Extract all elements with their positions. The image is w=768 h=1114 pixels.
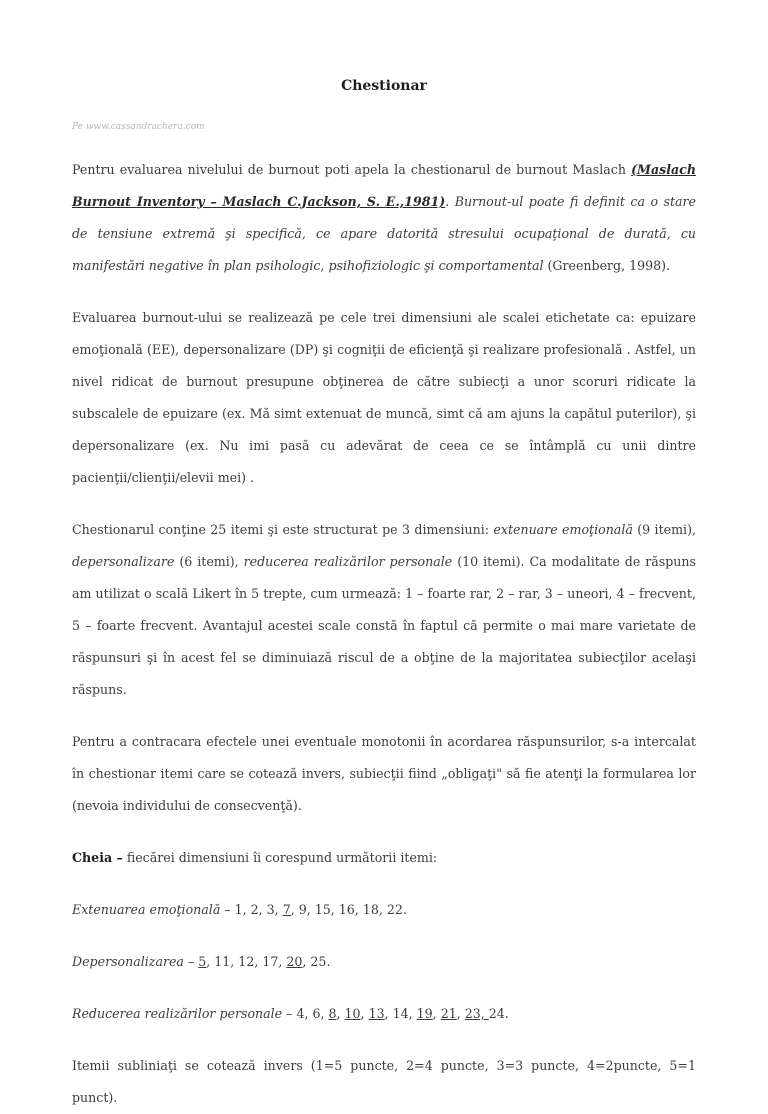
dimension-depersonalization: depersonalizare [72,554,175,569]
definition-citation: (Greenberg, 1998). [543,258,671,273]
rp-reverse-item: 8 [328,1006,337,1021]
dp-reverse-item: 20 [286,954,303,969]
key-label: Cheia – [72,850,123,865]
document-title: Chestionar [341,78,427,94]
rp-reverse-item: 21 [440,1006,457,1021]
source-watermark: Pe www.cassandrachera.com [72,122,205,132]
dimension-emotional-exhaustion: extenuare emoţională [493,522,633,537]
key-text: fiecărei dimensiuni îi corespund următorii itemi: [122,850,438,865]
ee-reverse-item: 7 [282,902,291,917]
ee-items-2: , 9, 15, 16, 18, 22. [290,902,407,917]
ee-label: Extenuarea emoţională [72,902,221,917]
rp-reverse-item: 13 [368,1006,385,1021]
intro-text: Pentru evaluarea nivelului de burnout poti apela la chestionarul de burnout Maslach [72,162,632,177]
structure-text-1: Chestionarul conţine 25 itemi şi este structurat pe 3 dimensiuni: [72,522,494,537]
rp-reverse-item: 10 [344,1006,361,1021]
rp-items-6: , [456,1006,465,1021]
rp-items-7: 24. [488,1006,509,1021]
rp-reverse-item: 19 [416,1006,433,1021]
key-line-personal-accomplishment [72,998,696,1030]
rp-label: Reducerea realizărilor personale [72,1006,283,1021]
paragraph-dimensions: Evaluarea burnout-ului se realizează pe cele trei dimensiuni ale scalei etichetate ca: epuizare emoţională (EE), depersonalizare (DP) şi cogniţii de eficienţă şi realizare profesională . Astfel, un nivel ridicat de burnout presupune obţinerea de către subiecţi a unor scoruri ridicate la subscalele de epuizare (ex. Mă simt extenuat de muncă, simt că am ajuns la capătul puterilor), şi depersonalizare (ex. Nu imi pasă cu adevărat de ceea ce se întâmplă cu unii dintre pacienţii/clienţii/elevii mei) . [72,310,696,485]
dp-items-2: , 11, 12, 17, [206,954,287,969]
rp-items-2: , [336,1006,345,1021]
rp-items-3: , [360,1006,369,1021]
key-heading [72,842,696,874]
key-line-depersonalization [72,946,696,978]
intro-separator: . [445,194,455,209]
dp-label: Depersonalizarea [72,954,184,969]
rp-items-1: – 4, 6, [282,1006,329,1021]
structure-text-2: (9 itemi), [632,522,696,537]
paragraph-intro [72,154,696,282]
structure-text-3: (6 itemi), [174,554,244,569]
rp-items-4: , 14, [384,1006,417,1021]
structure-text-4: (10 itemi). Ca modalitate de răspuns am utilizat o scală Likert în 5 trepte, cum urmează: 1 – foarte rar, 2 – rar, 3 – uneori, 4 – frecvent, 5 – foarte frecvent. Avantajul acestei scale constă în faptul că permite o mai mare varietate de răspunsuri şi în acest fel se diminuiază riscul de a obţine de la majoritatea subiecţilor acelaşi răspuns. [72,554,696,697]
rp-reverse-item: 23, [464,1006,489,1021]
dp-reverse-item: 5 [198,954,207,969]
paragraph-structure [72,514,696,706]
maslach-inventory-link[interactable]: (Maslach Burnout Inventory – Maslach C.Jackson, S. E.,1981) [72,162,696,209]
rp-items-5: , [432,1006,441,1021]
ee-items-1: – 1, 2, 3, [220,902,283,917]
dp-items-3: , 25. [302,954,331,969]
paragraph-reverse-scoring: Pentru a contracara efectele unei eventuale monotonii în acordarea răspunsurilor, s-a intercalat în chestionar itemi care se cotează invers, subiecţii fiind „obligaţi" să fie atenţi la formularea lor (nevoia individului de consecvenţă). [72,734,696,813]
reverse-scoring-note: Itemii subliniaţi se cotează invers (1=5 puncte, 2=4 puncte, 3=3 puncte, 4=2puncte, 5=1 punct). [72,1058,696,1105]
dp-items-1: – [183,954,199,969]
dimension-personal-accomplishment: reducerea realizărilor personale [243,554,453,569]
burnout-definition: Burnout-ul poate fi definit ca o stare de tensiune extremă şi specifică, ce apare datorită stresului ocupaţional de durată, cu manifestări negative în plan psihologic, psihofiziologic şi comportamental [72,194,696,273]
key-line-emotional-exhaustion [72,894,696,926]
